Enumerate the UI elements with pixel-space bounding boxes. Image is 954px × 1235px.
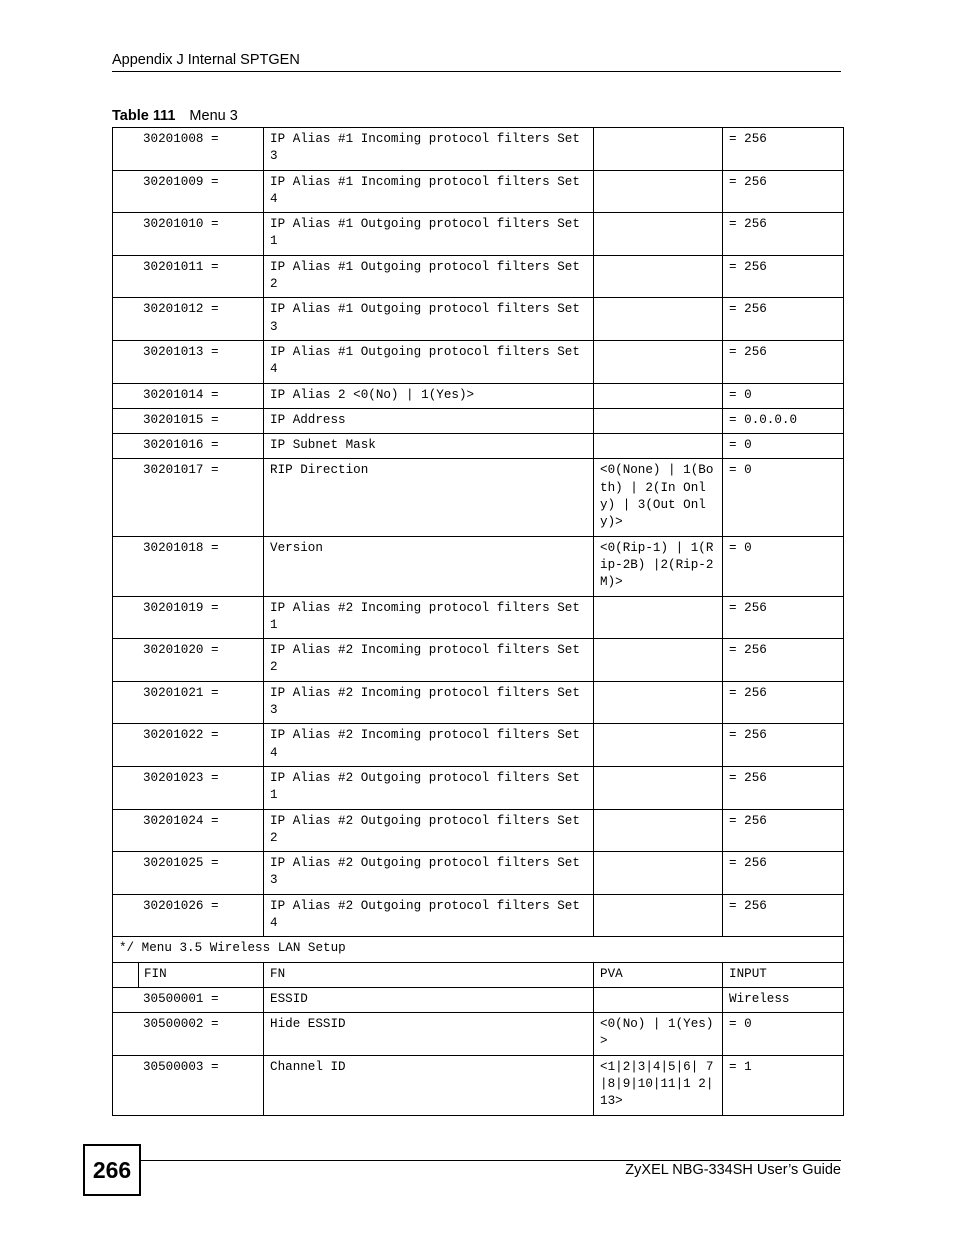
table-caption-label: Table 111 xyxy=(112,108,176,124)
table-row xyxy=(113,408,844,433)
cell-pva xyxy=(594,255,723,298)
cell-fin: 30201016 = xyxy=(113,434,264,459)
cell-pva: <0(Rip-1) | 1(Rip-2B) |2(Rip-2M)> xyxy=(594,536,723,596)
table-row xyxy=(113,536,844,596)
cell-pva xyxy=(594,170,723,213)
table-caption xyxy=(112,108,238,124)
cell-fin: 30201019 = xyxy=(113,596,264,639)
cell-fn: IP Alias #2 Outgoing protocol filters Set 4 xyxy=(264,894,594,937)
header-fin: FIN xyxy=(139,962,264,987)
cell-fin: 30500002 = xyxy=(113,1013,264,1056)
cell-input: = 256 xyxy=(723,639,844,682)
table-caption-title: Menu 3 xyxy=(189,108,238,124)
cell-pva xyxy=(594,434,723,459)
cell-pva xyxy=(594,596,723,639)
table-row xyxy=(113,724,844,767)
cell-fn: IP Alias #2 Outgoing protocol filters Set 3 xyxy=(264,852,594,895)
cell-input: = 256 xyxy=(723,852,844,895)
cell-input: = 0 xyxy=(723,1013,844,1056)
cell-pva xyxy=(594,894,723,937)
cell-pva: <0(No) | 1(Yes)> xyxy=(594,1013,723,1056)
header-fn: FN xyxy=(264,962,594,987)
cell-fin: 30201013 = xyxy=(113,340,264,383)
running-header: Appendix J Internal SPTGEN xyxy=(112,52,300,68)
cell-fin: 30201014 = xyxy=(113,383,264,408)
cell-input: = 256 xyxy=(723,809,844,852)
cell-fn: IP Alias #2 Outgoing protocol filters Set 1 xyxy=(264,766,594,809)
cell-fin: 30201024 = xyxy=(113,809,264,852)
cell-fin: 30201010 = xyxy=(113,213,264,256)
cell-input: = 0 xyxy=(723,383,844,408)
menu-table xyxy=(112,127,844,1116)
cell-pva xyxy=(594,408,723,433)
table-row xyxy=(113,459,844,536)
cell-fin: 30201012 = xyxy=(113,298,264,341)
cell-fin: 30500001 = xyxy=(113,987,264,1012)
cell-fin: 30201021 = xyxy=(113,681,264,724)
table-row xyxy=(113,213,844,256)
menu-3-rows xyxy=(113,128,844,937)
cell-fn: Channel ID xyxy=(264,1055,594,1115)
table-row xyxy=(113,383,844,408)
cell-fn: ESSID xyxy=(264,987,594,1012)
table-row xyxy=(113,170,844,213)
cell-fin: 30201023 = xyxy=(113,766,264,809)
cell-fn: IP Alias 2 <0(No) | 1(Yes)> xyxy=(264,383,594,408)
cell-fn: IP Alias #2 Incoming protocol filters Set 4 xyxy=(264,724,594,767)
section-row-group xyxy=(113,937,844,988)
cell-fin: 30201011 = xyxy=(113,255,264,298)
cell-fn: IP Alias #1 Outgoing protocol filters Set 1 xyxy=(264,213,594,256)
cell-fin: 30201025 = xyxy=(113,852,264,895)
table-row xyxy=(113,766,844,809)
cell-fin: 30201009 = xyxy=(113,170,264,213)
table-row xyxy=(113,987,844,1012)
cell-fn: IP Alias #1 Outgoing protocol filters Set 2 xyxy=(264,255,594,298)
table-row xyxy=(113,809,844,852)
cell-pva xyxy=(594,724,723,767)
table-row xyxy=(113,596,844,639)
table-row xyxy=(113,298,844,341)
cell-input: = 0 xyxy=(723,536,844,596)
cell-input: = 256 xyxy=(723,340,844,383)
cell-fin: 30201022 = xyxy=(113,724,264,767)
cell-input: = 256 xyxy=(723,170,844,213)
cell-pva xyxy=(594,213,723,256)
cell-input: = 0.0.0.0 xyxy=(723,408,844,433)
cell-fn: IP Alias #1 Incoming protocol filters Set 3 xyxy=(264,128,594,171)
cell-fn: IP Subnet Mask xyxy=(264,434,594,459)
cell-input: = 0 xyxy=(723,434,844,459)
table-row xyxy=(113,434,844,459)
section-title: */ Menu 3.5 Wireless LAN Setup xyxy=(113,937,844,962)
cell-fn: IP Alias #2 Outgoing protocol filters Set 2 xyxy=(264,809,594,852)
cell-input: = 1 xyxy=(723,1055,844,1115)
cell-fn: Hide ESSID xyxy=(264,1013,594,1056)
header-input: INPUT xyxy=(723,962,844,987)
cell-fn: IP Alias #1 Outgoing protocol filters Set 3 xyxy=(264,298,594,341)
cell-fin: 30500003 = xyxy=(113,1055,264,1115)
cell-pva xyxy=(594,340,723,383)
table-row xyxy=(113,255,844,298)
cell-fn: IP Alias #2 Incoming protocol filters Set 3 xyxy=(264,681,594,724)
cell-input: = 256 xyxy=(723,724,844,767)
column-header-row xyxy=(113,962,844,987)
cell-input: = 256 xyxy=(723,766,844,809)
cell-pva xyxy=(594,852,723,895)
cell-fin: 30201026 = xyxy=(113,894,264,937)
cell-fin: 30201015 = xyxy=(113,408,264,433)
table-row xyxy=(113,639,844,682)
table-row xyxy=(113,852,844,895)
cell-fin: 30201020 = xyxy=(113,639,264,682)
cell-input: = 256 xyxy=(723,894,844,937)
cell-fn: IP Alias #1 Outgoing protocol filters Set 4 xyxy=(264,340,594,383)
table-row xyxy=(113,128,844,171)
cell-fn: IP Alias #1 Incoming protocol filters Set 4 xyxy=(264,170,594,213)
cell-input: = 256 xyxy=(723,681,844,724)
table-row xyxy=(113,894,844,937)
page-number: 266 xyxy=(83,1144,141,1196)
footer-divider xyxy=(140,1160,841,1161)
section-row xyxy=(113,937,844,962)
cell-pva: <0(None) | 1(Both) | 2(In Only) | 3(Out Only)> xyxy=(594,459,723,536)
header-pva: PVA xyxy=(594,962,723,987)
cell-input: = 256 xyxy=(723,596,844,639)
cell-pva xyxy=(594,809,723,852)
cell-input: Wireless xyxy=(723,987,844,1012)
header-divider xyxy=(112,71,841,72)
header-spacer-cell xyxy=(113,962,139,987)
cell-input: = 256 xyxy=(723,298,844,341)
cell-fn: IP Alias #2 Incoming protocol filters Set 1 xyxy=(264,596,594,639)
cell-pva xyxy=(594,681,723,724)
cell-pva: <1|2|3|4|5|6| 7|8|9|10|11|1 2|13> xyxy=(594,1055,723,1115)
cell-fin: 30201008 = xyxy=(113,128,264,171)
cell-pva xyxy=(594,383,723,408)
cell-pva xyxy=(594,987,723,1012)
cell-fin: 30201018 = xyxy=(113,536,264,596)
cell-fn: IP Alias #2 Incoming protocol filters Set 2 xyxy=(264,639,594,682)
cell-fn: IP Address xyxy=(264,408,594,433)
cell-fn: Version xyxy=(264,536,594,596)
cell-input: = 0 xyxy=(723,459,844,536)
cell-pva xyxy=(594,639,723,682)
table-row xyxy=(113,1013,844,1056)
menu-3-5-rows xyxy=(113,987,844,1115)
cell-pva xyxy=(594,766,723,809)
cell-fn: RIP Direction xyxy=(264,459,594,536)
cell-pva xyxy=(594,128,723,171)
cell-pva xyxy=(594,298,723,341)
cell-input: = 256 xyxy=(723,128,844,171)
guide-title: ZyXEL NBG-334SH User’s Guide xyxy=(625,1162,841,1178)
cell-input: = 256 xyxy=(723,255,844,298)
table-row xyxy=(113,1055,844,1115)
cell-fin: 30201017 = xyxy=(113,459,264,536)
table-row xyxy=(113,681,844,724)
cell-input: = 256 xyxy=(723,213,844,256)
table-row xyxy=(113,340,844,383)
